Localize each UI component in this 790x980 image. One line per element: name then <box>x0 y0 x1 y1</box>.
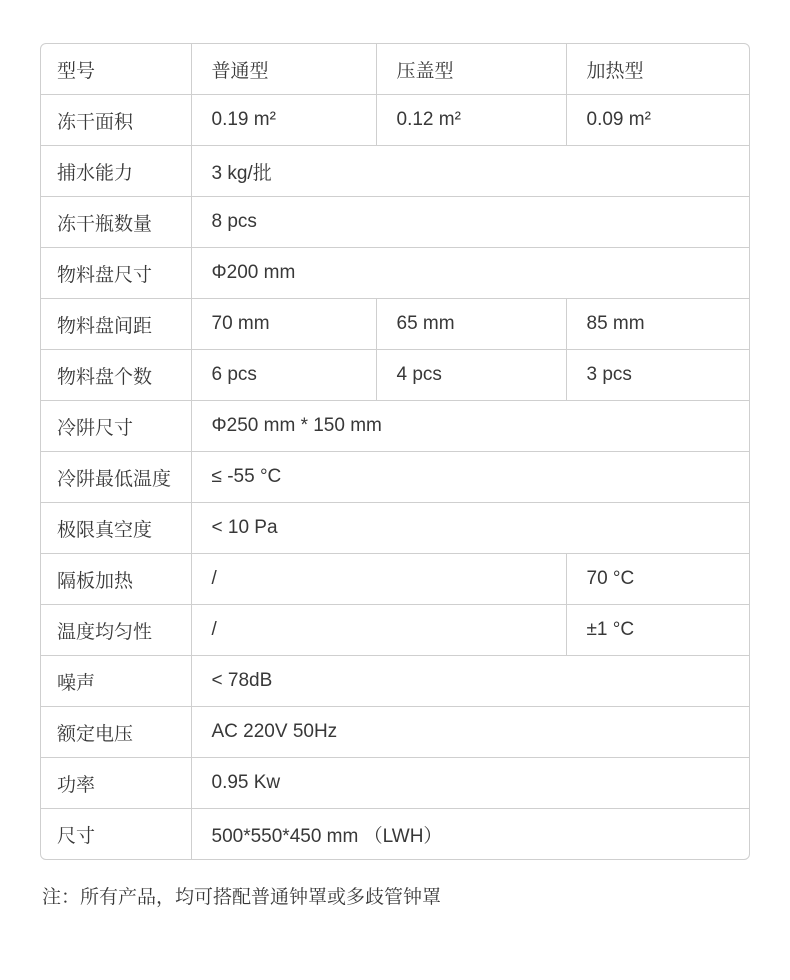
value-cell: / <box>191 554 566 605</box>
value-cell: ≤ -55 °C <box>191 452 749 503</box>
row-label: 隔板加热 <box>41 554 191 605</box>
table-row <box>41 656 749 707</box>
value-cell: 3 pcs <box>566 350 749 401</box>
value-cell: 4 pcs <box>376 350 566 401</box>
header-cell-normal-type: 普通型 <box>191 44 376 95</box>
value-cell: 500*550*450 mm （LWH） <box>211 825 443 847</box>
row-label: 冻干瓶数量 <box>41 197 191 248</box>
value-cell: / <box>191 605 566 656</box>
table-row <box>41 350 749 401</box>
value-cell: 0.09 m² <box>566 95 749 146</box>
spec-table-grid <box>41 44 749 859</box>
table-row <box>41 452 749 503</box>
spec-table-body <box>41 95 749 860</box>
value-cell: 3 kg/批 <box>191 146 749 197</box>
value-cell: 70 °C <box>566 554 749 605</box>
table-row <box>41 758 749 809</box>
row-label: 冷阱最低温度 <box>41 452 191 503</box>
row-label: 极限真空度 <box>41 503 191 554</box>
value-cell: < 78dB <box>191 656 749 707</box>
row-label: 功率 <box>41 758 191 809</box>
value-cell: 0.19 m² <box>191 95 376 146</box>
value-cell: 0.95 Kw <box>191 758 749 809</box>
table-row <box>41 503 749 554</box>
value-cell: ±1 °C <box>566 605 749 656</box>
header-cell-heating-type: 加热型 <box>566 44 749 95</box>
row-label: 尺寸 <box>41 809 191 860</box>
value-cell: < 10 Pa <box>191 503 749 554</box>
header-cell-model: 型号 <box>41 44 191 95</box>
table-row <box>41 299 749 350</box>
row-label: 额定电压 <box>41 707 191 758</box>
row-label: 物料盘间距 <box>41 299 191 350</box>
table-row <box>41 95 749 146</box>
row-label: 物料盘尺寸 <box>41 248 191 299</box>
value-cell: AC 220V 50Hz <box>191 707 749 758</box>
value-cell: 8 pcs <box>191 197 749 248</box>
row-label: 温度均匀性 <box>41 605 191 656</box>
row-label: 物料盘个数 <box>41 350 191 401</box>
table-row <box>41 554 749 605</box>
row-label: 噪声 <box>41 656 191 707</box>
value-cell: 70 mm <box>191 299 376 350</box>
value-cell: 0.12 m² <box>376 95 566 146</box>
table-row <box>41 401 749 452</box>
value-cell: Φ200 mm <box>191 248 749 299</box>
value-cell: 6 pcs <box>191 350 376 401</box>
value-cell: Φ250 mm * 150 mm <box>191 401 749 452</box>
value-cell: 65 mm <box>376 299 566 350</box>
row-label: 冻干面积 <box>41 95 191 146</box>
table-header-row <box>41 44 749 95</box>
footnote: 注：所有产品，均可搭配普通钟罩或多歧管钟罩 <box>42 887 442 908</box>
row-label: 冷阱尺寸 <box>41 401 191 452</box>
spec-table <box>40 43 750 860</box>
table-row <box>41 809 749 860</box>
table-row <box>41 146 749 197</box>
value-cell: 85 mm <box>566 299 749 350</box>
row-label: 捕水能力 <box>41 146 191 197</box>
table-row <box>41 605 749 656</box>
table-row <box>41 707 749 758</box>
header-cell-capping-type: 压盖型 <box>376 44 566 95</box>
table-row <box>41 197 749 248</box>
table-row <box>41 248 749 299</box>
